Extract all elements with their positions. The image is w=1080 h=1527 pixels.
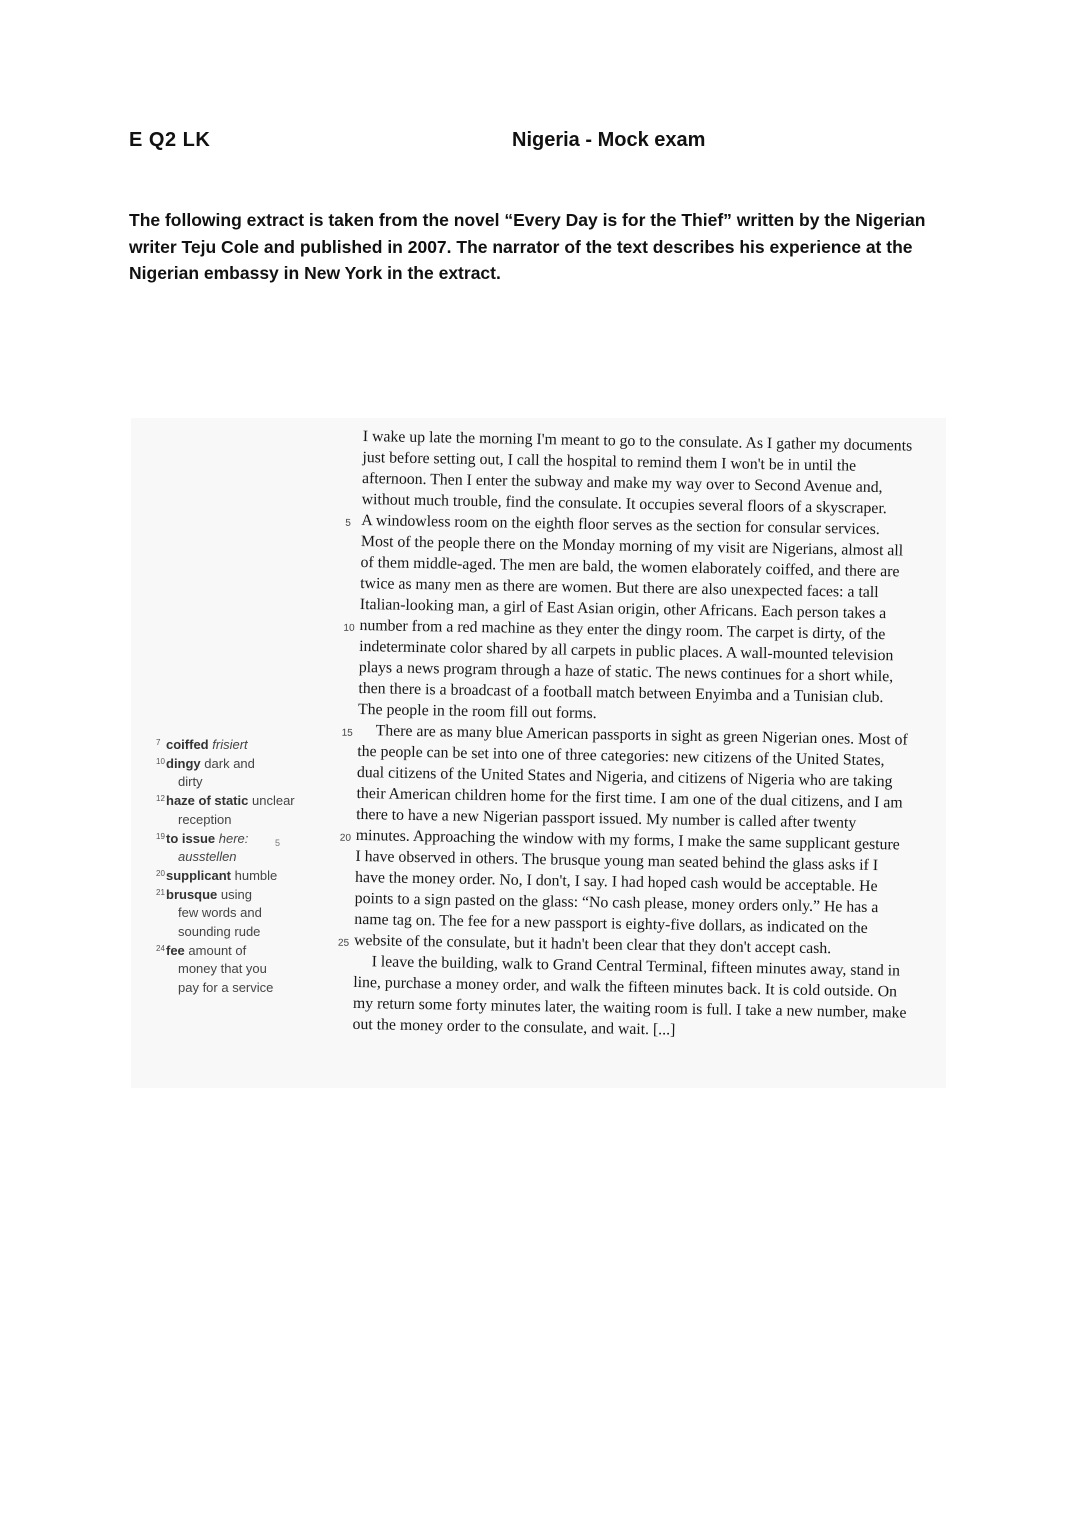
glossary-definition: money that you [178, 961, 267, 977]
extract-text [337, 426, 933, 1045]
line-text: my return some forty minutes later, the waiting room is full. I take a new number, make [352, 994, 907, 1022]
glossary-term: dingy [166, 755, 201, 771]
glossary-definition: reception [178, 811, 232, 827]
line-text: indeterminate color shared by all carpets in public places. A wall-mounted television [359, 637, 894, 665]
line-text: I wake up late the morning I'm meant to go to the consulate. As I gather my documents [362, 427, 913, 455]
line-number: 25 [337, 937, 350, 949]
header-title: Nigeria - Mock exam [512, 129, 706, 151]
line-text: number from a red machine as they enter the dingy room. The carpet is dirty, of the [359, 616, 886, 644]
line-text: dual citizens of the United States and Nigeria, and citizens of Nigeria who are taking [356, 763, 893, 791]
line-text: have the money order. No, I don't, I say. I had hoped cash would be acceptable. He [354, 868, 878, 896]
line-text: minutes. Approaching the window with my forms, I make the same supplicant gesture [355, 826, 900, 854]
line-text: I have observed in others. The brusque young man seated behind the glass asks if I [355, 847, 879, 875]
glossary-entry [156, 867, 296, 886]
glossary-term: to issue [166, 830, 216, 846]
glossary-line-number: 12 [156, 794, 165, 804]
glossary-line-number: 19 [156, 831, 165, 841]
line-text: their American children home for the first time. I am one of the dual citizens, and I am [356, 784, 903, 812]
line-text: without much trouble, find the consulate. It occupies several floors of a skyscraper. [361, 490, 887, 518]
intro-paragraph: The following extract is taken from the novel “Every Day is for the Thief” written by the Nigerian writer Teju Cole and published in 2007. The narrator of the text describes his experience at the Nigerian embassy in New York in the extract. [129, 210, 926, 283]
glossary-term: coiffed [166, 737, 209, 752]
line-text: the people can be set into one of three categories: new citizens of the United States, [357, 742, 885, 770]
glossary-definition: dirty [178, 774, 203, 790]
line-text: I leave the building, walk to Grand Central Terminal, fifteen minutes away, stand in [371, 953, 901, 980]
line-text: Most of the people there on the Monday morning of my visit are Nigerians, almost all [360, 532, 904, 560]
line-number: 10 [343, 622, 355, 634]
glossary-definition: dark and [204, 755, 255, 771]
line-number: 20 [339, 832, 352, 844]
glossary-entry [156, 792, 296, 829]
glossary-definition: few words and [178, 905, 262, 921]
stray-mark: 5 [275, 838, 281, 848]
glossary-line-number: 21 [156, 887, 165, 897]
glossary-definition: pay for a service [178, 980, 274, 996]
header-course-code: E Q2 LK [129, 129, 211, 151]
glossary [156, 736, 296, 998]
line-text: There are as many blue American passports in sight as green Nigerian ones. Most of [375, 722, 908, 749]
line-text: website of the consulate, but it hadn't been clear that they don't accept cash. [353, 931, 832, 958]
scanned-extract [131, 418, 946, 1088]
line-text: The people in the room fill out forms. [357, 700, 597, 723]
glossary-term: haze of static [166, 793, 249, 809]
line-text: then there is a broadcast of a football match between Enyimba and a Tunisian club. [358, 679, 884, 707]
line-text: points to a sign pasted on the glass: “No cash please, money orders only.” He has a [354, 889, 879, 917]
line-text: just before setting out, I call the hospital to remind them I won't be in until the [362, 448, 857, 475]
glossary-translation: here: [218, 830, 249, 846]
line-text: of them middle-aged. The men are bald, the women elaborately coiffed, and there are [360, 553, 900, 581]
glossary-line-number: 24 [156, 943, 165, 953]
glossary-term: supplicant [166, 867, 232, 883]
glossary-term: fee [166, 942, 185, 958]
glossary-definition: using [220, 886, 252, 902]
line-number: 5 [345, 517, 351, 529]
glossary-term: brusque [166, 886, 218, 902]
line-text: plays a news program through a haze of static. The news continues for a short while, [358, 658, 894, 686]
line-text: line, purchase a money order, and walk the fifteen minutes back. It is cold outside. On [353, 973, 898, 1001]
glossary-translation: frisiert [212, 737, 248, 752]
glossary-line-number: 10 [156, 756, 165, 766]
glossary-definition: unclear [251, 793, 295, 809]
line-text: twice as many men as there are women. But there are also unexpected faces: a tall [360, 574, 879, 602]
glossary-entry [156, 755, 296, 792]
glossary-definition: humble [234, 867, 278, 883]
glossary-entry [156, 886, 296, 942]
line-text: name tag on. The fee for a new passport is eighty-five dollars, as indicated on the [354, 910, 868, 937]
line-text: there to have a new Nigerian passport issued. My number is called after twenty [356, 805, 857, 832]
line-text: Italian-looking man, a girl of East Asian origin, other Africans. Each person takes a [359, 595, 887, 623]
glossary-definition: ausstellen [178, 849, 237, 865]
glossary-line-number: 20 [156, 868, 165, 878]
glossary-definition: amount of [188, 942, 247, 958]
glossary-entry [156, 830, 296, 867]
glossary-entry [156, 736, 296, 755]
line-text: A windowless room on the eighth floor serves as the section for consular services. [361, 511, 880, 539]
glossary-definition: sounding rude [178, 924, 261, 940]
line-number: 15 [341, 727, 353, 739]
glossary-line-number: 7 [156, 738, 161, 747]
line-text: out the money order to the consulate, and wait. [...] [352, 1015, 676, 1039]
line-text: afternoon. Then I enter the subway and make my way over to Second Avenue and, [361, 469, 883, 497]
glossary-entry [156, 942, 296, 998]
